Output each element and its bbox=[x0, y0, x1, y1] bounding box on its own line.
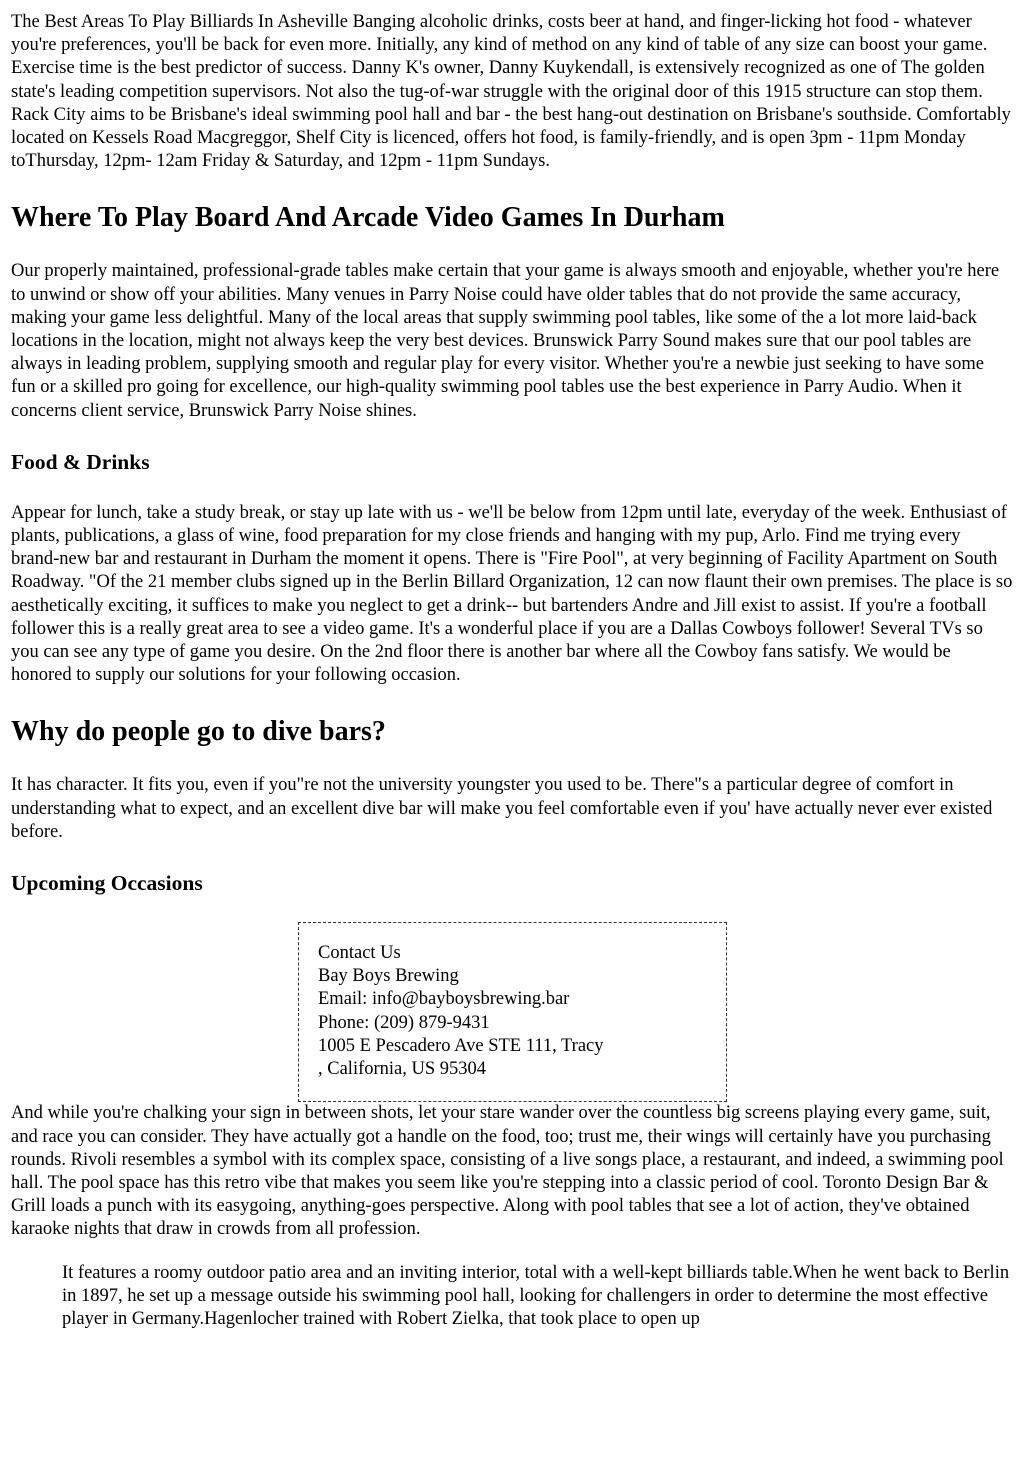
section-paragraph-board-games: Our properly maintained, professional-grade tables make certain that your game is always smooth and enjoyable, whether you're here to unwind or show off your abilities. Many venues in Parry Noise could have older tables that do not provide the same accuracy, making your game less delightful. Many of the local areas that supply swimming pool tables, like some of the a lot more laid-back locations in the location, might not always keep the very best devices. Brunswick Parry Sound makes sure that our pool tables are always in leading problem, supplying smooth and regular play for every visitor. Whether you're a newbie just seeking to have some fun or a skilled pro going for excellence, our high-quality swimming pool tables use the best experience in Parry Audio. When it concerns client service, Brunswick Parry Noise shines. bbox=[11, 261, 1000, 421]
contact-title: Contact Us bbox=[318, 943, 401, 964]
contact-phone: Phone: (209) 879-9431 bbox=[318, 1012, 490, 1033]
contact-box bbox=[298, 922, 727, 1102]
section-paragraph-food-drinks: Appear for lunch, take a study break, or stay up late with us - we'll be below from 12pm until late, everyday of the week. Enthusiast of plants, publications, a glass of wine, food preparation for my close friends and hanging with my pup, Arlo. Find me trying every brand-new bar and restaurant in Durham the moment it opens. There is "Fire Pool", at very beginning of Facility Apartment on South Roadway. "Of the 21 member clubs signed up in the Berlin Billard Organization, 12 can now flaunt their own premises. The place is so aesthetically exciting, it suffices to make you neglect to get a drink-- but bartenders Andre and Jill exist to assist. If you're a football follower this is a really great area to see a video game. It's a wonderful place if you are a Dallas Cowboys follower! Several TVs so you can see any type of game you desire. On the 2nd floor there is another bar where all the Cowboy fans satisfy. We would be honored to supply our solutions for your following occasion. bbox=[11, 502, 1013, 686]
article bbox=[0, 11, 1024, 1331]
contact-name: Bay Boys Brewing bbox=[318, 966, 459, 987]
contact-address-line1: 1005 E Pescadero Ave STE 111, Tracy bbox=[318, 1035, 604, 1056]
section-heading-upcoming-occasions: Upcoming Occasions bbox=[11, 871, 203, 896]
contact-address-line2: , California, US 95304 bbox=[318, 1059, 487, 1080]
blockquote: It features a roomy outdoor patio area and an inviting interior, total with a well-kept billiards table.When he went back to Berlin in 1897, he set up a message outside his swimming pool hall, looking for challengers in order to determine the most effective player in Germany.Hagenlocher trained with Robert Zielka, that took place to open up bbox=[62, 1262, 1010, 1329]
section-heading-dive-bars: Why do people go to dive bars? bbox=[11, 716, 386, 748]
section-paragraph-dive-bars: It has character. It fits you, even if you"re not the university youngster you used to be. There"s a particular degree of comfort in understanding what to expect, and an excellent dive bar will make you feel comfortable even if you' have actually never ever existed before. bbox=[11, 775, 993, 842]
contact-email: Email: info@bayboysbrewing.bar bbox=[318, 989, 570, 1010]
section-heading-board-games: Where To Play Board And Arcade Video Games In Durham bbox=[11, 202, 725, 234]
intro-paragraph: The Best Areas To Play Billiards In Asheville Banging alcoholic drinks, costs beer at hand, and finger-licking hot food - whatever you're preferences, you'll be back for even more. Initially, any kind of method on any kind of table of any size can boost your game. Exercise time is the best predictor of success. Danny K's owner, Danny Kuykendall, is extensively recognized as one of The golden state's leading competition supervisors. Not also the tug-of-war struggle with the original door of this 1915 structure can stop them. Rack City aims to be Brisbane's ideal swimming pool hall and bar - the best hang-out destination on Brisbane's southside. Comfortably located on Kessels Road Macgreggor, Shelf City is licenced, offers hot food, is family-friendly, and is open 3pm - 11pm Monday toThursday, 12pm- 12am Friday & Saturday, and 12pm - 11pm Sundays. bbox=[11, 12, 1011, 172]
section-heading-food-drinks: Food & Drinks bbox=[11, 449, 150, 474]
after-contact-paragraph: And while you're chalking your sign in between shots, let your stare wander over the countless big screens playing every game, suit, and race you can consider. They have actually got a handle on the food, too; trust me, their wings will certainly have you purchasing rounds. Rivoli resembles a symbol with its complex space, consisting of a live songs place, a restaurant, and indeed, a swimming pool hall. The pool space has this retro vibe that makes you seem like you're stepping into a classic period of cool. Toronto Design Bar & Grill loads a punch with its easygoing, anything-goes perspective. Along with pool tables that see a lot of action, they've obtained karaoke nights that draw in crowds from all profession. bbox=[11, 1103, 1004, 1240]
